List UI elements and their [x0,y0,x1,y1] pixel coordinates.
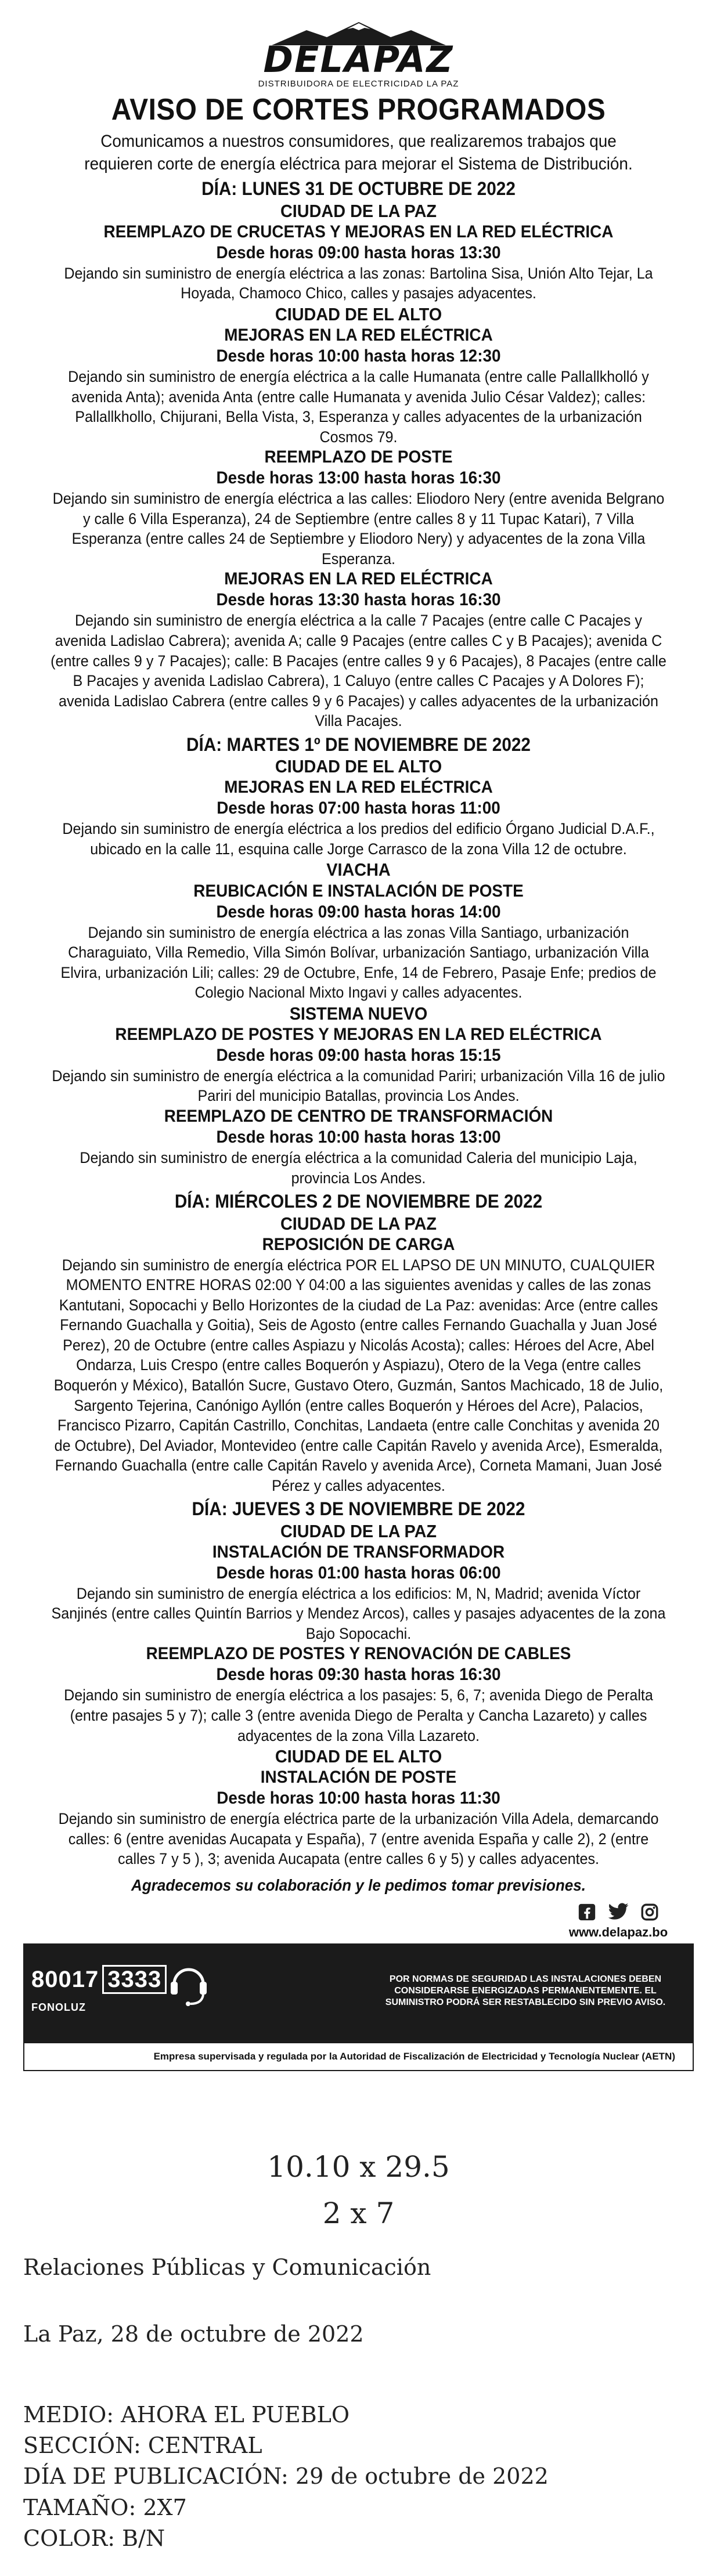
notice-city: CIUDAD DE LA PAZ [280,200,437,221]
notice-hours: Desde horas 10:00 hasta horas 13:00 [216,1128,501,1147]
notice-work-type: REUBICACIÓN E INSTALACIÓN DE POSTE [193,881,524,901]
notice-intro: Comunicamos a nuestros consumidores, que realizaremos trabajos que requieren corte de energía eléctrica para mejorar el Sistema de Distribución. [84,132,633,174]
notice-work-type: REEMPLAZO DE POSTES Y MEJORAS EN LA RED ELÉCTRICA [115,1024,602,1044]
department: Relaciones Públicas y Comunicación [23,2255,431,2280]
headset-icon [168,1961,209,2007]
notice-description: Dejando sin suministro de energía eléctrica a la comunidad Pariri; urbanización Villa 16 de julio Pariri del municipio Batallas, provincia Los Andes. [52,1067,665,1105]
notice-city: CIUDAD DE EL ALTO [275,304,442,324]
publication-details [23,2400,549,2554]
notice-day: DÍA: JUEVES 3 DE NOVIEMBRE DE 2022 [192,1498,525,1520]
notice-city: CIUDAD DE EL ALTO [275,1746,442,1767]
notice-city: CIUDAD DE LA PAZ [280,1213,437,1234]
notice-description: Dejando sin suministro de energía eléctrica POR EL LAPSO DE UN MINUTO, CUALQUIER MOMENTO ENTRE HORAS 02:00 Y 04:00 a las siguientes avenidas y calles de las zonas Kantutani, Sopocachi y Bello Horizontes de la ciudad de La Paz: avenidas: Arce (entre calles Fernando Guachalla y Goitia), Seis de Agosto (entre calles Fernando Guachalla y Juan José Perez), 20 de Octubre (entre calles Aspiazu y Nicolás Acosta); calles: Héroes del Acre, Abel Ondarza, Luis Crespo (entre calles Boquerón y Aspiazu), Otero de la Vega (entre calles Boquerón y México), Batallón Sucre, Gustavo Otero, Guzmán, Santos Machicado, 18 de Julio, Sargento Tejerina, Canónigo Ayllón (entre calles Boquerón y Héroes del Acre), Palacios, Francisco Pizarro, Capitán Castrillo, Conchitas, Landaeta (entre calle Conchitas y avenida 20 de Octubre), Del Aviador, Montevideo (entre calle Capitán Ravelo y avenida Arce), Esmeralda, Fernando Guachalla (entre calle Capitán Ravelo y avenida Arce), Corneta Mamani, Juan José Pérez y calles adyacentes. [53,1256,664,1494]
notice-description: Dejando sin suministro de energía eléctrica a la calle Humanata (entre calle Pallallkholló y avenida Anta); avenida Anta (entre calle Humanata y avenida Julio César Valdez); calles: Pallallkhollo, Chijurani, Bella Vista, 3, Esperanza y calles adyacentes de la urbanización Cosmos 79. [68,368,649,446]
website-link[interactable]: www.delapaz.bo [568,1924,668,1939]
safety-notice: POR NORMAS DE SEGURIDAD LAS INSTALACIONES DEBEN CONSIDERARSE ENERGIZADAS PERMANENTEMENTE. EL SUMINISTRO PODRÁ SER RESTABLECIDO SIN PREVIO AVISO. [385,1974,666,2007]
notice-description: Dejando sin suministro de energía eléctrica a las zonas: Bartolina Sisa, Unión Alto Tejar, La Hoyada, Chamoco Chico, calles y pasajes adyacentes. [64,264,653,302]
notice-city: CIUDAD DE EL ALTO [275,756,442,777]
notice-description: Dejando sin suministro de energía eléctrica a los edificios: M, N, Madrid; avenida Víctor Sanjinés (entre calles Quintín Barrios y Mendez Arcos), calles y pasajes adyacentes de la zona Bajo Sopocachi. [51,1584,666,1642]
notice-city: VIACHA [326,859,391,880]
phone-prefix: 80017 [31,1966,99,1992]
notice-description: Dejando sin suministro de energía eléctrica a los pasajes: 5, 6, 7; avenida Diego de Peralta (entre pasajes 5 y 7); calle 3 (entre avenida Diego de Peralta y Cancha Lazareto) y calles adyacentes de la zona Villa Lazareto. [64,1686,653,1744]
notice-hours: Desde horas 10:00 hasta horas 11:30 [217,1789,500,1808]
ad-size-modules: 2 x 7 [322,2196,395,2230]
twitter-icon[interactable] [607,1901,630,1924]
notice-work-type: MEJORAS EN LA RED ELÉCTRICA [224,569,493,589]
thanks-message: Agradecemos su colaboración y le pedimos tomar previsiones. [131,1876,586,1894]
notice-hours: Desde horas 01:00 hasta horas 06:00 [216,1563,501,1583]
notice-work-type: REEMPLAZO DE POSTES Y RENOVACIÓN DE CABLES [146,1644,571,1664]
footer-bar [23,1943,694,2071]
color: COLOR: B/N [23,2525,165,2551]
notice-description: Dejando sin suministro de energía eléctrica parte de la urbanización Villa Adela, demarcando calles: 6 (entre avenidas Aucapata y España), 7 (entre avenida España y calle 2), 2 (entre calles 7 y 5 ), 3; avenida Aucapata (entre calles 6 y 5) y calles adyacentes. [58,1810,659,1868]
notice-hours: Desde horas 10:00 hasta horas 12:30 [216,346,501,366]
notice-work-type: REEMPLAZO DE CENTRO DE TRANSFORMACIÓN [164,1107,553,1126]
notice-description: Dejando sin suministro de energía eléctrica a las calles: Eliodoro Nery (entre avenida Belgrano y calle 6 Villa Esperanza), 24 de Septiembre (entre calles 8 y 11 Tupac Katari), 7 Villa Esperanza (entre calles 24 de Septiembre y Eliodoro Nery) y adyacentes de la zona Villa Esperanza. [52,490,665,568]
fonoluz-label: FONOLUZ [31,2001,86,2013]
ad-size-cm: 10.10 x 29.5 [267,2150,450,2184]
notice-hours: Desde horas 07:00 hasta horas 11:00 [217,799,500,818]
notice-hours: Desde horas 13:00 hasta horas 16:30 [216,468,501,488]
notice-work-type: REEMPLAZO DE CRUCETAS Y MEJORAS EN LA RED ELÉCTRICA [103,222,614,241]
brand-name: DELAPAZ [263,38,454,81]
facebook-icon[interactable] [575,1901,599,1924]
dia-publicacion: DÍA DE PUBLICACIÓN: 29 de octubre de 2022 [23,2463,549,2490]
fonoluz-phone [31,1967,167,1993]
social-block [543,1901,694,1940]
tamano: TAMAÑO: 2X7 [23,2494,187,2520]
phone-suffix: 3333 [102,1965,167,1994]
place-date: La Paz, 28 de octubre de 2022 [23,2321,364,2347]
notice-hours: Desde horas 13:30 hasta horas 16:30 [216,590,501,610]
notice-body [23,178,694,1869]
notice-work-type: MEJORAS EN LA RED ELÉCTRICA [224,326,493,345]
notice-title: AVISO DE CORTES PROGRAMADOS [111,93,606,127]
notice-day: DÍA: MARTES 1º DE NOVIEMBRE DE 2022 [186,734,531,755]
notice-work-type: MEJORAS EN LA RED ELÉCTRICA [224,778,493,797]
notice-work-type: REPOSICIÓN DE CARGA [262,1234,455,1254]
notice-hours: Desde horas 09:00 hasta horas 14:00 [216,902,501,922]
notice-city: CIUDAD DE LA PAZ [280,1520,437,1541]
notice-city: SISTEMA NUEVO [289,1003,428,1024]
regulation-note: Empresa supervisada y regulada por la Autoridad de Fiscalización de Electricidad y Tecnología Nuclear (AETN) [23,2042,694,2071]
notice-day: DÍA: MIÉRCOLES 2 DE NOVIEMBRE DE 2022 [174,1191,543,1212]
notice-hours: Desde horas 09:00 hasta horas 13:30 [216,243,501,262]
notice-hours: Desde horas 09:30 hasta horas 16:30 [216,1665,501,1685]
notice-work-type: REEMPLAZO DE POSTE [264,447,453,467]
brand-logo [23,22,694,89]
brand-subtitle: DISTRIBUIDORA DE ELECTRICIDAD LA PAZ [258,79,459,89]
notice-description: Dejando sin suministro de energía eléctrica a la comunidad Caleria del municipio Laja, provincia Los Andes. [80,1149,637,1187]
medio: MEDIO: AHORA EL PUEBLO [23,2402,350,2427]
notice-description: Dejando sin suministro de energía eléctrica a la calle 7 Pacajes (entre calle C Pacajes y avenida Ladislao Cabrera); avenida A; calle 9 Pacajes (entre calles C y B Pacajes); avenida C (entre calles 9 y 7 Pacajes); calle: B Pacajes (entre calles 9 y 6 Pacajes), 8 Pacajes (entre calle B Pacajes y avenida Ladislao Cabrera), 1 Caluyo (entre calles C Pacajes y A Dolores F); avenida Ladislao Cabrera (entre calles 9 y 6 Pacajes) y calles adyacentes de la urbanización Villa Pacajes. [51,612,666,730]
notice-description: Dejando sin suministro de energía eléctrica a los predios del edificio Órgano Judicial D.A.F., ubicado en la calle 11, esquina calle Jorge Carrasco de la zona Villa 12 de octubre. [62,820,655,858]
notice-work-type: INSTALACIÓN DE POSTE [260,1768,457,1787]
instagram-icon[interactable] [638,1901,661,1924]
seccion: SECCIÓN: CENTRAL [23,2433,262,2459]
notice-day: DÍA: LUNES 31 DE OCTUBRE DE 2022 [201,178,516,200]
notice-work-type: INSTALACIÓN DE TRANSFORMADOR [212,1542,505,1562]
outage-notice-ad [23,17,694,2071]
notice-hours: Desde horas 09:00 hasta horas 15:15 [216,1045,501,1065]
notice-description: Dejando sin suministro de energía eléctrica a las zonas Villa Santiago, urbanización Charaguiato, Villa Remedio, Villa Simón Bolívar, urbanización Santiago, urbanización Villa Elvira, urbanización Lili; calles: 29 de Octubre, Enfe, 14 de Febrero, Pasaje Enfe; predios de Colegio Nacional Mixto Ingavi y calles adyacentes. [60,923,657,1002]
